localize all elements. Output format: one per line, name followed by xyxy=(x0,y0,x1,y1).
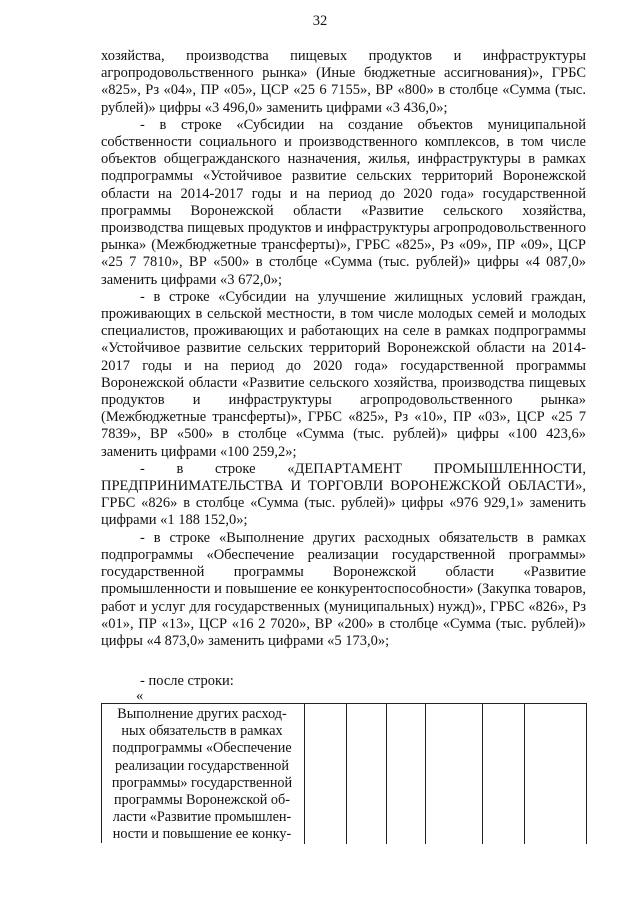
cell-line: программы» государственной xyxy=(111,774,293,791)
cell-line: ных обязательств в рамках xyxy=(121,723,283,740)
after-rows-label: - после строки: xyxy=(140,673,234,689)
table-cell-name xyxy=(106,706,298,844)
cell-line: Выполнение других расход- xyxy=(117,706,287,722)
table-column-sum xyxy=(525,704,587,844)
paragraph-4: - в строке «ДЕПАРТАМЕНТ ПРОМЫШЛЕННОСТИ, ПРЕДПРИНИМАТЕЛЬСТВА И ТОРГОВЛИ ВОРОНЕЖСКОЙ ОБЛАСТИ», ГРБС «826» в столбце «Сумма (тыс. рублей)» цифры «976 929,1» заменить цифрами «1 188 152,0»; xyxy=(101,460,586,529)
table-column-rz xyxy=(347,704,387,844)
opening-quote: « xyxy=(136,688,144,704)
paragraph-1: хозяйства, производства пищевых продуктов и инфраструктуры агропродовольственного рынка» (Иные бюджетные ассигнования)», ГРБС «825», Рз «04», ПР «05», ЦСР «25 6 7155», ВР «800» в столбце «Сумма (тыс. рублей)» цифры «3 496,0» заменить цифрами «3 436,0»; xyxy=(101,48,586,116)
cell-line: программы Воронежской об- xyxy=(114,792,290,809)
cell-line: реализации государственной xyxy=(115,757,289,774)
paragraph-5: - в строке «Выполнение других расходных обязательств в рамках подпрограммы «Обеспечение реализации государственной программы» государственной программы Воронежской области «Развитие промышленности и повышение ее конкурентоспособности» (Закупка товаров, работ и услуг для государственных (муниципальных) нужд)», ГРБС «826», Рз «01», ПР «13», ЦСР «16 2 7020», ВР «200» в столбце «Сумма (тыс. рублей)» цифры «4 873,0» заменить цифрами «5 173,0»; xyxy=(101,529,586,649)
paragraph-3: - в строке «Субсидии на улучшение жилищных условий граждан, проживающих в сельской местности, в том числе молодых семей и молодых специалистов, проживающих и работающих на селе в рамках подпрограммы «Устойчивое развитие сельских территорий Воронежской области на 2014-2017 годы и на период до 2020 года» государственной программы Воронежской области «Развитие сельского хозяйства, производства пищевых продуктов и инфраструктуры агропродовольственного рынка» (Межбюджетные трансферты)», ГРБС «825», Рз «10», ПР «03», ЦСР «25 7 7839», ВР «500» в столбце «Сумма (тыс. рублей)» цифры «100 423,6» заменить цифрами «100 259,2»; xyxy=(101,288,586,460)
table-column-vr xyxy=(483,704,525,844)
paragraph-2: - в строке «Субсидии на создание объектов муниципальной собственности социального и производственного комплексов, в том числе объектов общегражданского назначения, жилья, инфраструктуры в рамках подпрограммы «Устойчивое развитие сельских территорий Воронежской области на 2014-2017 годы и на период до 2020 года» государственной программы Воронежской области «Развитие сельского хозяйства, производства пищевых продуктов и инфраструктуры агропродовольственного рынка» (Межбюджетные трансферты)», ГРБС «825», Рз «09», ПР «09», ЦСР «25 7 7810», ВР «500» в столбце «Сумма (тыс. рублей)» цифры «4 087,0» заменить цифрами «3 672,0»; xyxy=(101,116,586,288)
body-text xyxy=(101,48,586,650)
page-number: 32 xyxy=(312,13,328,29)
cell-line: ности и повышение ее конку- xyxy=(112,826,292,843)
table-column-pr xyxy=(387,704,426,844)
budget-table xyxy=(101,703,587,843)
table-column-grbs xyxy=(305,704,347,844)
cell-line: подпрограммы «Обеспечение xyxy=(112,740,292,757)
table-column-csr xyxy=(426,704,483,844)
cell-line: ласти «Развитие промышлен- xyxy=(112,809,292,826)
